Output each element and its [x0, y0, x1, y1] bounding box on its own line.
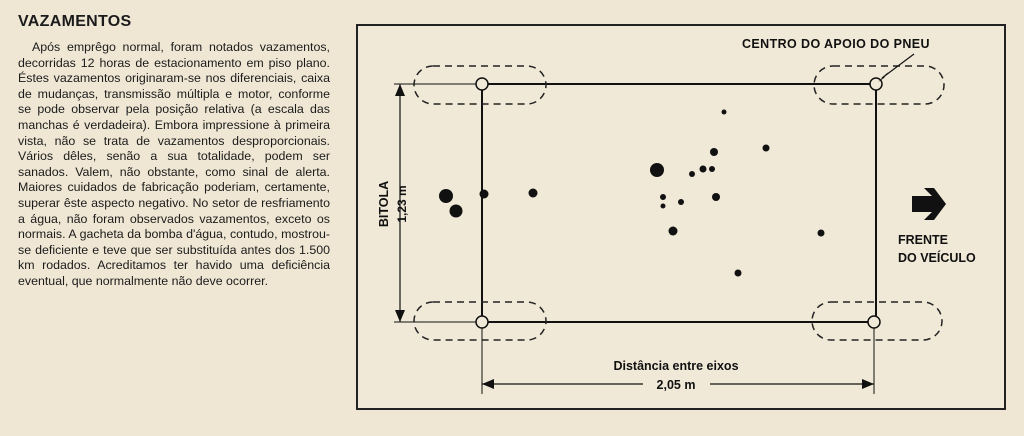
leak-stain [660, 194, 666, 200]
tire-center-marker [868, 316, 880, 328]
leak-stain [439, 189, 453, 203]
leak-stain [661, 204, 666, 209]
front-label-line2: DO VEÍCULO [898, 251, 976, 265]
leak-stain [689, 171, 695, 177]
tire-center-marker [476, 78, 488, 90]
track-label: BITOLA [377, 180, 391, 228]
article-heading: VAZAMENTOS [18, 13, 132, 30]
leak-stain [480, 190, 489, 199]
leak-stain [763, 145, 770, 152]
track-value: 1,23 m [395, 185, 409, 223]
leak-stain [678, 199, 684, 205]
leak-stain [529, 189, 538, 198]
leak-stain [450, 205, 463, 218]
track-arrowhead-top [395, 84, 405, 96]
leak-stain [669, 227, 678, 236]
wheelbase-value: 2,05 m [656, 378, 696, 392]
leak-diagram-svg [358, 26, 1008, 412]
leak-stain [818, 230, 825, 237]
wheelbase-arrowhead-left [482, 379, 494, 389]
track-arrowhead-bottom [395, 310, 405, 322]
tire-center-marker [476, 316, 488, 328]
tire-center-label: CENTRO DO APOIO DO PNEU [742, 37, 930, 51]
wheelbase-arrowhead-right [862, 379, 874, 389]
wheelbase-label: Distância entre eixos [613, 359, 739, 373]
leak-stain [735, 270, 742, 277]
article-column [18, 12, 330, 290]
right-arrow-icon [912, 188, 946, 220]
front-label-line1: FRENTE [898, 233, 948, 247]
leak-stain [722, 110, 727, 115]
leak-diagram [356, 24, 1006, 410]
leak-stain [712, 193, 720, 201]
leak-stain [650, 163, 664, 177]
leak-stain [710, 148, 718, 156]
article-body: Após emprêgo normal, foram notados vazamentos, decorridas 12 horas de estacionamento em piso plano. Éstes vazamentos originaram-se nos diferenciais, caixa de mudanças, transmissão múltipla e motor, conforme se pode observar pela posição relativa (a escala das manchas é verdadeira). Embora impressione à primeira vista, não se trata de vazamentos desproporcionais. Vários dêles, senão a sua totalidade, podem ser sanados. Valem, não obstante, como sinal de alerta. Maiores cuidados de fabricação poderiam, certamente, superar êste aspecto negativo. No setor de resfriamento a água, não foram observados vazamentos, exceto os normais. A gacheta da bomba d'água, contudo, mostrou-se deficiente e teve que ser substituída antes dos 1.500 km rodados. Acreditamos ter havido uma deficiência eventual, que normalmente não deve ocorrer. [18, 40, 330, 288]
leak-stain [709, 166, 715, 172]
tire-center-leader-arrowhead [878, 72, 888, 82]
leak-stain [700, 166, 707, 173]
leak-stains [439, 110, 825, 277]
